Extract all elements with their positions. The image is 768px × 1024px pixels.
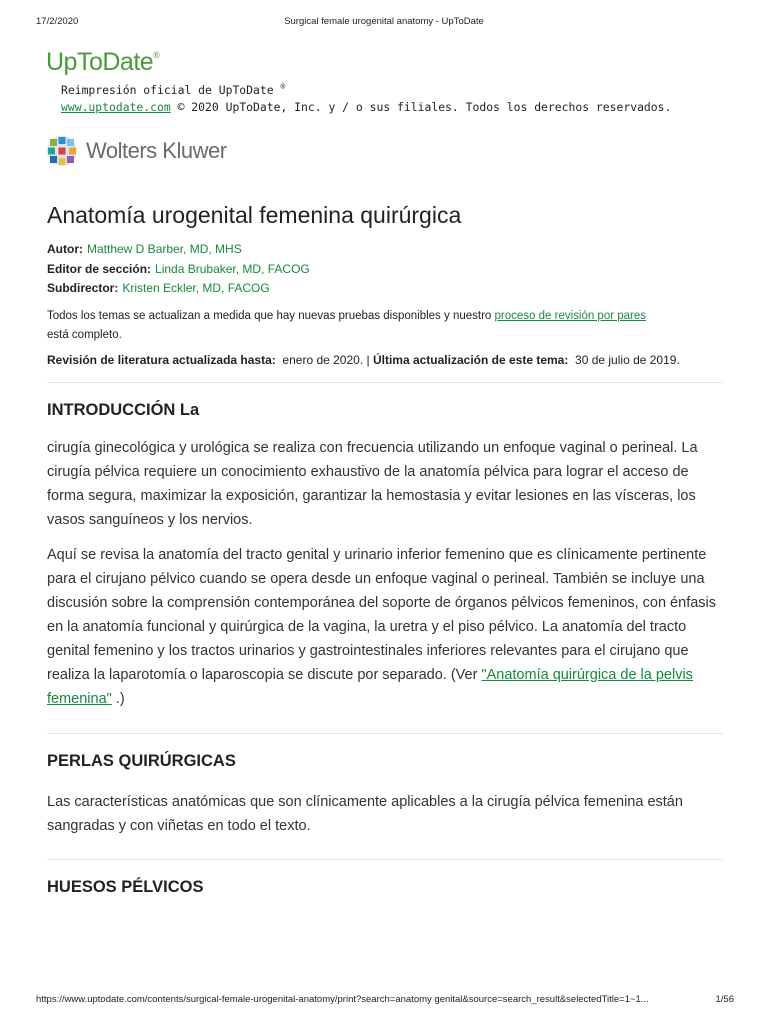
- update-note: [47, 307, 723, 345]
- last-update-label: Última actualización de este tema:: [372, 352, 569, 367]
- wolters-kluwer-globe-icon: [46, 135, 78, 167]
- review-dates: [47, 350, 723, 370]
- wolters-kluwer-name: Wolters Kluwer: [86, 138, 227, 163]
- editor-link[interactable]: Linda Brubaker, MD, FACOG: [155, 261, 310, 276]
- intro-paragraph-2-end: .): [115, 690, 125, 707]
- reprint-line1: Reimpresión oficial de UpToDate: [61, 82, 274, 97]
- print-date: 17/2/2020: [36, 16, 79, 27]
- intro-paragraph-1: cirugía ginecológica y urológica se realiza con frecuencia utilizando un enfoque vaginal o perineal. La cirugía pélvica requiere un conocimiento exhaustivo de la anatomía pélvica para lograr el acceso de forma segura, maximizar la exposición, garantizar la hemostasia y evitar lesiones en las vísceras, los vasos sanguíneos y los nervios.: [47, 439, 698, 528]
- logo-mark: ®: [153, 50, 160, 60]
- reprint-notice: [61, 78, 671, 116]
- pelvis-anatomy-link[interactable]: "Anatomía quirúrgica de la pelvis femenina": [47, 666, 693, 707]
- copyright-text: © 2020 UpToDate, Inc. y / o sus filiales. Todos los derechos reservados.: [177, 99, 672, 114]
- article-title: Anatomía urogenital femenina quirúrgica: [47, 202, 462, 228]
- uptodate-link[interactable]: www.uptodate.com: [61, 99, 171, 114]
- divider: [47, 733, 723, 734]
- page-number: 1/56: [715, 994, 734, 1005]
- author-link[interactable]: Matthew D Barber, MD, MHS: [87, 242, 242, 256]
- editor-label: Editor de sección:: [47, 261, 152, 276]
- divider: [47, 859, 723, 860]
- logo-text: UpToDate: [46, 48, 154, 76]
- uptodate-logo[interactable]: [46, 48, 159, 77]
- article-content: [47, 196, 723, 897]
- intro-paragraph-2-text: Aquí se revisa la anatomía del tracto genital y urinario inferior femenino que es clínicamente pertinente para el cirujano pélvico cuando se opera desde un enfoque vaginal o perineal. También se incluye una discusión sobre la comprensión contemporánea del soporte de órganos pélvicos femeninos, con énfasis en la anatomía funcional y quirúrgica de la vagina, la uretra y el piso pélvico. La anatomía del tracto genital femenino y los tractos urinarios y gastrointestinales inferiores relevantes para el cirujano que realiza la laparotomía o laparoscopia se discute por separado. (Ver: [47, 546, 717, 683]
- update-note-post: está completo.: [47, 328, 122, 341]
- peer-review-link[interactable]: proceso de revisión por pares: [494, 309, 647, 322]
- article-meta: [47, 240, 723, 299]
- pearls-paragraph: Las características anatómicas que son clínicamente aplicables a la cirugía pélvica femenina están sangradas y con viñetas en todo el texto.: [47, 793, 683, 834]
- print-header: [0, 16, 768, 30]
- deputy-label: Subdirector:: [47, 281, 119, 295]
- bones-heading: HUESOS PÉLVICOS: [47, 877, 204, 896]
- editor-line: [47, 260, 723, 280]
- deputy-line: [47, 279, 723, 299]
- intro-heading: INTRODUCCIÓN La: [47, 400, 200, 419]
- divider: [47, 382, 723, 383]
- page-url: https://www.uptodate.com/contents/surgical-female-urogenital-anatomy/print?search=anatomy genital&source=search_result&selectedTitle=1~1...: [36, 994, 649, 1005]
- author-line: [47, 240, 723, 260]
- author-label: Autor:: [47, 242, 83, 256]
- review-date: enero de 2020. |: [282, 352, 370, 367]
- wolters-kluwer-logo: [46, 134, 227, 168]
- update-note-pre: Todos los temas se actualizan a medida que hay nuevas pruebas disponibles y nuestro: [47, 309, 492, 322]
- print-title: Surgical female urogenital anatomy - UpToDate: [284, 16, 484, 27]
- deputy-link[interactable]: Kristen Eckler, MD, FACOG: [122, 281, 270, 295]
- pearls-heading: PERLAS QUIRÚRGICAS: [47, 751, 236, 770]
- intro-paragraph-2: [47, 543, 723, 711]
- reprint-mark: ®: [280, 82, 286, 91]
- last-update-date: 30 de julio de 2019.: [575, 352, 680, 367]
- review-label: Revisión de literatura actualizada hasta:: [47, 352, 276, 367]
